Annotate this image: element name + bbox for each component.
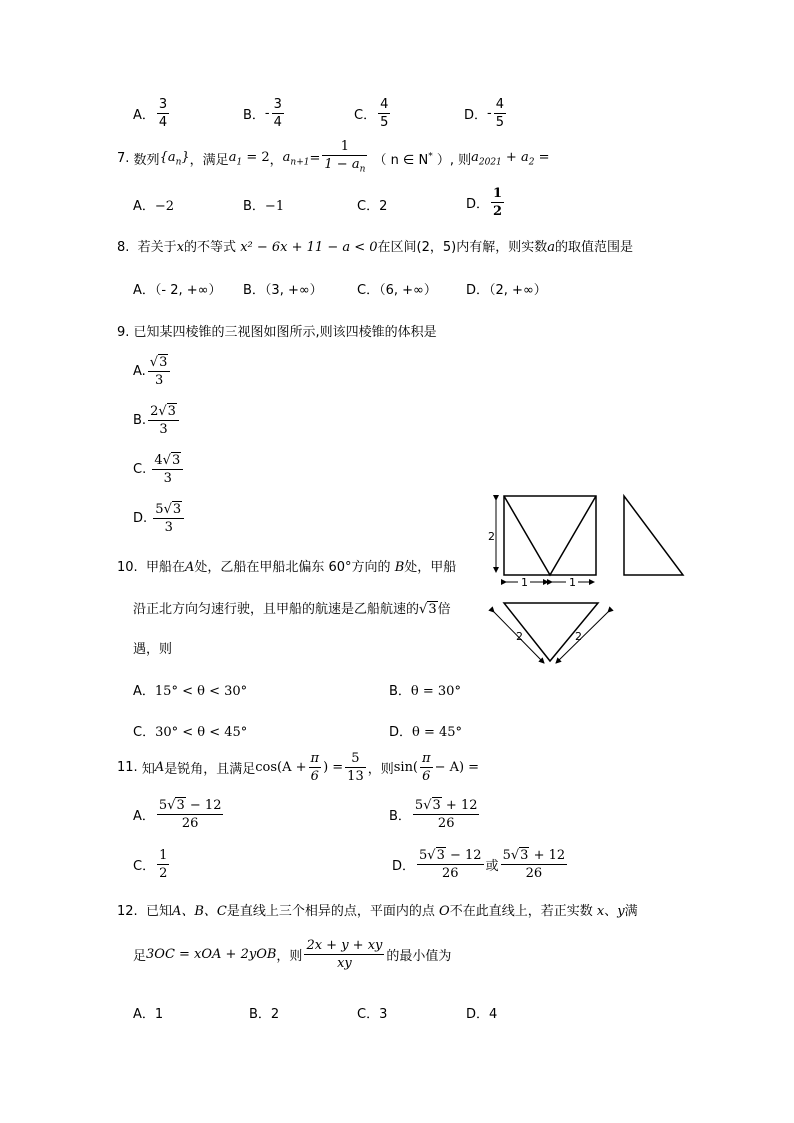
q11-option-c: C． $\frac{1}{2}$ xyxy=(133,848,168,881)
q9-option-a: A. $\frac{√3}{3}$ xyxy=(133,354,172,389)
q12-option-b: B．2 xyxy=(249,1007,280,1022)
question-number: 10. xyxy=(117,560,138,575)
q7-option-c: C．2 xyxy=(357,199,388,214)
fraction: $\frac{5√3 + 12}{26}$ xyxy=(414,798,478,831)
q9-option-c: C. $\frac{4√3}{3}$ xyxy=(133,452,185,487)
question-12-line2: 足 3OC = xOA + 2yOB ，则 $\frac{2x + y + xy}{xy}$ 的最小值为 xyxy=(133,938,452,971)
q12-option-d: D．4 xyxy=(466,1007,498,1022)
fraction: $\frac{4√3}{3}$ xyxy=(152,452,183,487)
q10-option-b: B．θ = 30° xyxy=(389,684,461,699)
q8-option-d: D．（2, +∞） xyxy=(466,283,547,298)
question-number: 7. xyxy=(117,150,130,166)
question-10-line2: 沿正北方向匀速行驶，且甲船的航速是乙船航速的√3倍 xyxy=(133,602,451,617)
top-side-right-dimension xyxy=(556,612,608,663)
q12-option-c: C．3 xyxy=(357,1007,388,1022)
q10-option-d: D．θ = 45° xyxy=(389,725,463,740)
option-letter: D． xyxy=(464,108,488,123)
fraction: $\frac{4}{5}$ xyxy=(495,97,504,130)
question-12-line1: 12. 已知A、B、C是直线上三个相异的点，平面内的点 O不在此直线上，若正实数 x、y满 xyxy=(117,904,638,919)
fraction: $\frac{\pi}{6}$ xyxy=(422,751,431,784)
q8-option-c: C．（6, +∞） xyxy=(357,283,437,298)
front-view-v xyxy=(504,496,596,575)
q11-option-a: A． $\frac{5√3 - 12}{26}$ xyxy=(133,798,222,831)
option-letter: B． xyxy=(243,108,265,123)
q10-option-a: A．15° < θ < 30° xyxy=(133,684,248,699)
fraction: $\frac{5√3 + 12}{26}$ xyxy=(502,848,566,881)
fraction: $\frac{2x + y + xy}{xy}$ xyxy=(306,938,383,971)
q9-option-d: D. $\frac{5√3}{3}$ xyxy=(133,501,186,536)
fraction: $\frac{√3}{3}$ xyxy=(148,354,171,389)
question-7-stem: 7. 数列 $\{a_n\}$ ，满足 $a_1 = 2$ ， $a_{n+1}$ = $\frac{1}{1 - a_n}$ （ n ∈ N* ）, 则 $a_{2021} + a_2$ = xyxy=(117,138,549,179)
q10-option-c: C．30° < θ < 45° xyxy=(133,725,248,740)
fraction: $\frac{4}{5}$ xyxy=(380,97,389,130)
question-8-stem: 8. 若关于x的不等式 x² − 6x + 11 − a < 0在区间(2，5)内有解，则实数a的取值范围是 xyxy=(117,240,633,255)
question-9-stem: 9. 已知某四棱锥的三视图如图所示,则该四棱锥的体积是 xyxy=(117,325,437,340)
q6-option-d: D． - $\frac{4}{5}$ xyxy=(464,97,504,130)
width-label-right: 1 xyxy=(569,576,576,589)
top-side-left-label: 2 xyxy=(516,630,523,643)
q12-option-a: A．1 xyxy=(133,1007,164,1022)
fraction: $\frac{3}{4}$ xyxy=(273,97,282,130)
q6-option-b: B． - $\frac{3}{4}$ xyxy=(243,97,282,130)
three-view-figure xyxy=(486,490,691,670)
fraction: $\frac{\pi}{6}$ xyxy=(310,751,320,784)
question-number: 11. xyxy=(117,760,138,775)
q7-option-a: A．−2 xyxy=(133,199,175,214)
question-11-stem: 11. 知 A 是锐角，且满足 cos(A + $\frac{\pi}{6}$ ) = $\frac{5}{13}$ ，则 sin( $\frac{\pi}{6}$ − A) = xyxy=(117,751,480,784)
fraction: $\frac{1}{2}$ xyxy=(493,186,503,219)
q11-option-b: B． $\frac{5√3 + 12}{26}$ xyxy=(389,798,478,831)
q11-option-d: D． $\frac{5√3 - 12}{26}$ 或 $\frac{5√3 + 12}{26}$ xyxy=(392,848,566,881)
q8-option-b: B．（3, +∞） xyxy=(243,283,323,298)
fraction: $\frac{2√3}{3}$ xyxy=(148,403,179,438)
question-10-line1: 10. 甲船在A处，乙船在甲船北偏东 60°方向的 B处，甲船 xyxy=(117,560,457,575)
fraction: $\frac{1}{1 - a_n}$ xyxy=(324,139,366,175)
option-letter: C． xyxy=(354,108,377,123)
option-letter: A． xyxy=(133,108,155,123)
fraction: $\frac{5√3}{3}$ xyxy=(153,501,184,536)
fraction: $\frac{3}{4}$ xyxy=(158,97,168,130)
question-number: 8. xyxy=(117,240,130,255)
width-label-left: 1 xyxy=(521,576,528,589)
q6-option-c xyxy=(354,96,392,131)
question-10-line3: 遇，则 xyxy=(133,642,173,657)
fraction: $\frac{5√3 - 12}{26}$ xyxy=(419,848,482,881)
q6-option-a xyxy=(133,96,171,131)
height-label: 2 xyxy=(488,530,495,543)
fraction: $\frac{5}{13}$ xyxy=(347,751,364,784)
side-view xyxy=(624,496,683,575)
fraction: $\frac{5√3 - 12}{26}$ xyxy=(158,798,222,831)
q7-option-d: D． $\frac{1}{2}$ xyxy=(466,186,503,219)
q8-option-a: A．（- 2, +∞） xyxy=(133,283,222,298)
question-number: 12. xyxy=(117,904,138,919)
top-side-right-label: 2 xyxy=(575,630,582,643)
front-view xyxy=(504,496,596,575)
question-number: 9. xyxy=(117,325,130,340)
q7-option-b: B．−1 xyxy=(243,199,285,214)
q9-option-b: B. $\frac{2√3}{3}$ xyxy=(133,403,181,438)
fraction: $\frac{1}{2}$ xyxy=(159,848,168,881)
